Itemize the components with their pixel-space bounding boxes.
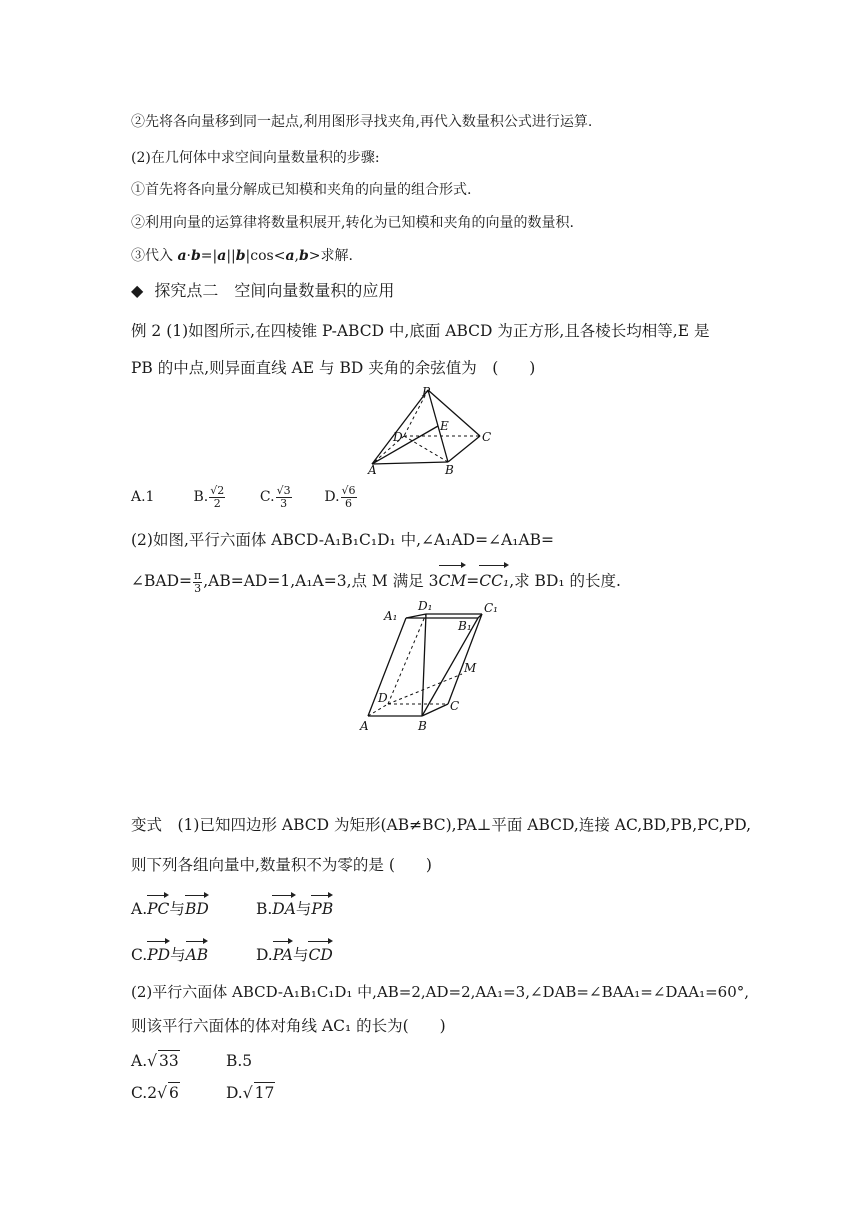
section-title: 探究点二 空间向量数量积的应用 [154,281,395,300]
variant-answers-row2 [131,1082,275,1103]
vector-PC: PC [147,894,169,921]
answer-C-prefix: C. [131,1084,148,1102]
option-D-prefix: D. [255,946,273,964]
note-p3 [131,246,353,266]
option-A-mid: 与 [169,900,185,918]
answer-C: C.2√ 6 [131,1084,179,1102]
label-E: E [440,419,449,433]
example2-choices [131,484,358,510]
vector-PA: PA [273,940,293,967]
choice-D-den: 6 [345,496,353,510]
example2-line2: PB 的中点,则异面直线 AE 与 BD 夹角的余弦值为 ( ) [131,359,536,377]
p3-a2: a [217,248,227,264]
example2-line1: 例 2 (1)如图所示,在四棱锥 P-ABCD 中,底面 ABCD 为正方形,且各棱长均相等,E 是 [131,322,710,340]
note-step2: ②先将各向量移到同一起点,利用图形寻找夹角,再代入数量积公式进行运算. [131,114,593,130]
variant-line1: 变式 (1)已知四边形 ABCD 为矩形(AB≠BC),PA⊥平面 ABCD,连接 AC,BD,PB,PC,PD, [131,816,752,834]
option-B-prefix: B. [255,900,273,918]
choice-C [260,484,320,510]
choice-C-num: √3 [276,483,291,497]
label-C: C [482,430,492,444]
choice-B-fraction [209,485,225,510]
answer-C-radicand: 6 [169,1084,179,1102]
vector-CC1: CC₁ [479,564,509,595]
example2-q2-line1: (2)如图,平行六面体 ABCD-A₁B₁C₁D₁ 中,∠A₁AD=∠A₁AB= [131,531,555,549]
variant-option-D [256,940,333,967]
vector-CD: CD [308,940,332,967]
section-marker-icon: ◆ [131,281,144,300]
pi-den: 3 [194,581,202,595]
choice-D-num: √6 [341,483,356,497]
answer-B [226,1051,252,1071]
label-D: D [393,430,403,444]
p3-cos: |cos< [245,248,286,264]
choice-C-den: 3 [280,496,288,510]
vector-DA: DA [272,894,296,921]
option-B-mid: 与 [295,900,312,918]
option-C-mid: 与 [170,946,186,964]
variant-line2: 则下列各组向量中,数量积不为零的是 ( ) [131,856,432,874]
choice-B-prefix: B. [193,489,209,505]
choice-B [193,484,255,510]
choice-B-num: √2 [210,483,225,497]
label-B1: B₁ [458,619,472,633]
note-part2-title: (2)在几何体中求空间向量数量积的步骤: [131,150,380,166]
section-heading [131,281,394,301]
choice-D [324,484,357,510]
label-B: B [445,463,454,476]
option-D-mid: 与 [292,946,309,964]
p3-mid: || [226,248,236,264]
label-A: A [368,463,377,476]
pyramid-figure [360,384,500,476]
pi-num: π [194,568,202,582]
variant-answers-row1 [131,1050,252,1071]
note-p1: ①首先将各向量分解成已知模和夹角的向量的组合形式. [131,182,472,198]
label-A: A [360,719,369,733]
p3-comma: , [294,248,299,264]
p3-a3: a [285,248,295,264]
choice-C-fraction [276,485,292,510]
variant-option-B [256,894,333,921]
label-C1: C₁ [484,601,498,615]
option-C-prefix: C. [131,946,148,964]
variant-options-row1 [131,894,333,921]
example2-q2-line2 [131,564,621,595]
label-B: B [418,719,427,733]
note-p2: ②利用向量的运算律将数量积展开,转化为已知模和夹角的向量的数量积. [131,215,574,231]
answer-B-prefix: B. [225,1052,243,1070]
variant-q2-line2: 则该平行六面体的体对角线 AC₁ 的长为( ) [131,1017,446,1035]
label-D: D [378,691,388,705]
answer-B-value: 5 [242,1052,253,1070]
edge-PA [372,390,428,464]
variant-option-A [131,894,251,921]
answer-C-coef: 2 [147,1084,158,1102]
edge-PC [428,390,480,436]
answer-A-prefix: A. [131,1052,148,1070]
q2-angle-part: ∠BAD= [131,572,192,590]
choice-D-prefix: D. [324,489,340,505]
variant-q2-line1: (2)平行六面体 ABCD-A₁B₁C₁D₁ 中,AB=2,AD=2,AA₁=3,∠DAB=∠BAA₁=∠DAA₁=60°, [131,983,750,1001]
p3-b2: b [235,248,246,264]
choice-D-fraction [341,485,357,510]
answer-A-radicand: 33 [159,1052,179,1070]
variant-option-C [131,940,251,967]
pi-over-3-fraction [193,570,202,595]
edge-AB [372,462,448,464]
choice-C-prefix: C. [259,489,275,505]
vector-PB: PB [311,894,333,921]
p3-end: >求解. [308,248,353,264]
q2-conditions: ,AB=AD=1,A₁A=3,点 M 满足 3 [203,572,439,590]
vector-BD: BD [185,894,209,921]
vector-PD: PD [147,940,170,967]
p3-eq: =| [200,248,218,264]
segment-BD1 [422,614,426,716]
vector-AB: AB [186,940,209,967]
label-C: C [450,699,460,713]
q2-eq: = [466,572,480,590]
p3-dot: · [186,248,191,264]
answer-D-radicand: 17 [254,1084,275,1102]
label-P: P [422,385,431,399]
answer-D-prefix: D. [225,1084,243,1102]
label-D1: D₁ [418,600,433,613]
p3-b3: b [298,248,309,264]
label-A1: A₁ [384,609,398,623]
choice-A: A.1 [131,489,155,505]
label-M: M [464,661,477,675]
variant-options-row2 [131,940,333,967]
segment-AE [372,426,438,464]
vector-CM: CM [439,564,467,595]
option-A-prefix: A. [131,900,148,918]
q2-ask: ,求 BD₁ 的长度. [509,572,621,590]
parallelepiped-figure [352,600,512,738]
edge-BC [448,436,480,462]
answer-D: D.√ 17 [225,1084,275,1102]
p3-b: b [190,248,201,264]
choice-B-den: 2 [213,496,221,510]
edge-DD1 [388,614,426,704]
p3-a: a [177,248,187,264]
p3-prefix: ③代入 [131,248,178,264]
answer-A: A.√ 33 [131,1052,179,1070]
